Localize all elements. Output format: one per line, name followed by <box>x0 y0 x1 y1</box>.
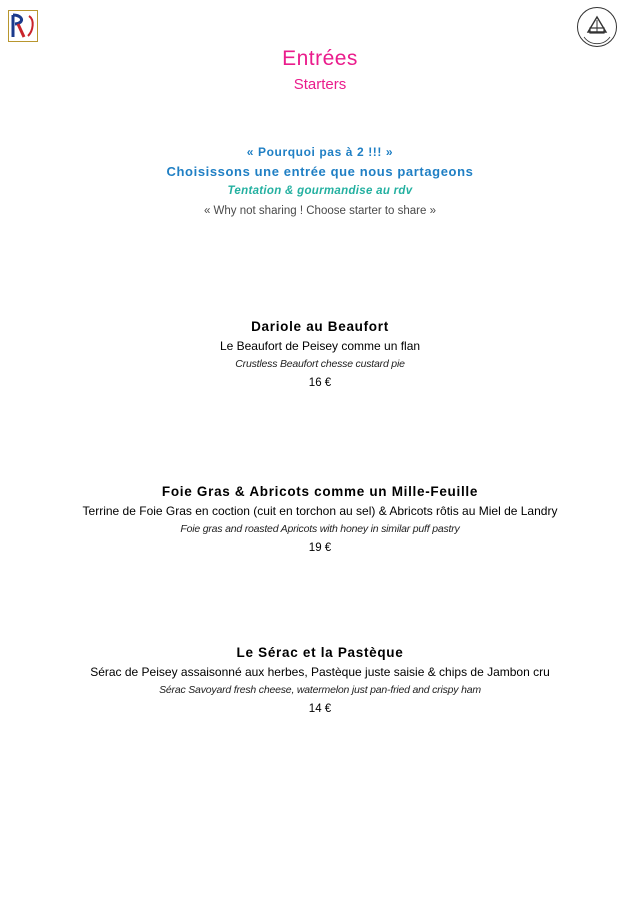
sharing-note-line-1: « Pourquoi pas à 2 !!! » <box>246 145 394 159</box>
sharing-note-line-4: « Why not sharing ! Choose starter to share » <box>203 205 437 217</box>
dish-description: Sérac de Peisey assaisonné aux herbes, Pastèque juste saisie & chips de Jambon cru <box>90 665 550 679</box>
dish-name: Foie Gras & Abricots comme un Mille-Feuille <box>161 484 479 499</box>
dish-description: Le Beaufort de Peisey comme un flan <box>219 339 421 353</box>
dish-description-english: Foie gras and roasted Apricots with honey in similar puff pastry <box>180 523 460 535</box>
sharing-note-line-3: Tentation & gourmandise au rdv <box>227 185 413 197</box>
dish-description-english: Sérac Savoyard fresh cheese, watermelon just pan-fried and crispy ham <box>159 684 481 696</box>
dish-price: 19 € <box>308 542 332 554</box>
seal-icon <box>576 6 618 48</box>
sharing-note-line-2: Choisissons une entrée que nous partageons <box>166 164 474 179</box>
page-title <box>0 46 640 96</box>
restaurant-monogram-logo <box>8 10 38 42</box>
dish-name: Le Sérac et la Pastèque <box>236 645 404 660</box>
menu-item <box>0 482 640 558</box>
sharing-note <box>0 143 640 221</box>
dish-description-english: Crustless Beaufort chesse custard pie <box>235 358 405 370</box>
dish-price: 14 € <box>308 703 332 715</box>
monogram-icon <box>9 11 37 41</box>
quality-seal-logo <box>576 6 618 48</box>
title-english: Starters <box>293 76 347 93</box>
title-french: Entrées <box>282 47 358 70</box>
dish-price: 16 € <box>308 377 332 389</box>
menu-item <box>0 643 640 719</box>
menu-item <box>0 317 640 393</box>
dish-name: Dariole au Beaufort <box>251 319 389 334</box>
dish-description: Terrine de Foie Gras en coction (cuit en torchon au sel) & Abricots rôtis au Miel de Landry <box>82 504 558 518</box>
